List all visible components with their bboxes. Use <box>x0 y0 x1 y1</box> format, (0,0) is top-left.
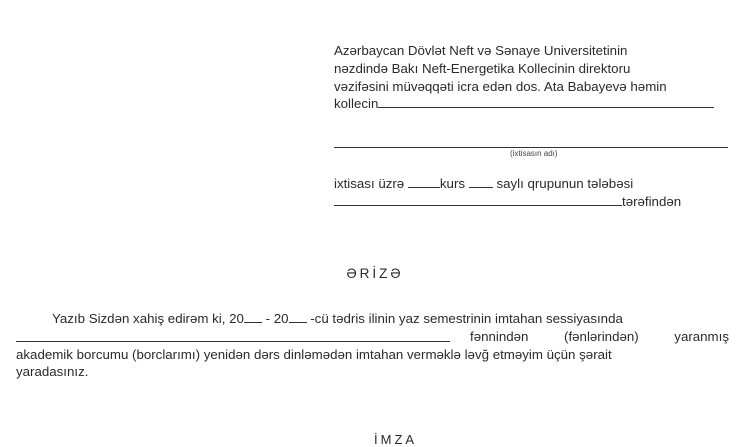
request-intro: Yazıb Sizdən xahiş edirəm ki, 20 <box>52 311 244 326</box>
specialty-fill-line <box>334 147 728 148</box>
addressee-line-4 <box>334 95 730 113</box>
group-label: saylı qrupunun tələbəsi <box>496 176 634 191</box>
specialty-caption: (ixtisasın adı) <box>510 149 558 158</box>
course-label: kurs <box>439 176 466 191</box>
student-block <box>334 175 730 211</box>
subject-word: fənnindən <box>470 328 529 344</box>
addressee-line-3: vəzifəsini müvəqqəti icra edən dos. Ata Babayevə həmin <box>334 78 667 94</box>
year-start-fill <box>244 322 262 323</box>
body-line-3: akademik borcumu (borclarımı) yenidən dərs dinləmədən imtahan verməklə ləvğ etməyim üçün şərait <box>16 346 612 362</box>
college-label: kollecin <box>334 96 379 112</box>
by-line <box>334 193 730 211</box>
year-end-fill <box>289 322 307 323</box>
addressee-block <box>334 42 730 113</box>
student-name-fill-line <box>334 205 622 206</box>
course-line <box>334 175 730 193</box>
body-line-1 <box>16 310 729 328</box>
subject-fill-line <box>16 341 450 342</box>
addressee-line-2: nəzdində Bakı Neft-Energetika Kollecinin direktoru <box>334 60 631 76</box>
by-label: tərəfindən <box>622 193 682 209</box>
course-fill-line <box>408 187 440 188</box>
request-body <box>16 310 729 381</box>
college-fill-line <box>378 107 714 108</box>
signature-heading: İMZA <box>374 432 418 447</box>
arisen-word: yaranmış <box>674 328 729 344</box>
group-fill-line <box>469 187 493 188</box>
subject-words <box>470 328 729 346</box>
semester-text: -cü tədris ilinin yaz semestrinin imtahan sessiyasında <box>310 311 623 326</box>
subjects-word: (fənlərindən) <box>564 328 639 344</box>
addressee-line-1: Azərbaycan Dövlət Neft və Sənaye Universitetinin <box>334 43 628 58</box>
body-line-2 <box>16 328 729 346</box>
specialty-label: ixtisası üzrə <box>334 176 405 191</box>
year-separator: - 20 <box>265 311 289 326</box>
document-title: ƏRİZƏ <box>346 266 404 281</box>
body-line-4: yaradasınız. <box>16 364 89 380</box>
